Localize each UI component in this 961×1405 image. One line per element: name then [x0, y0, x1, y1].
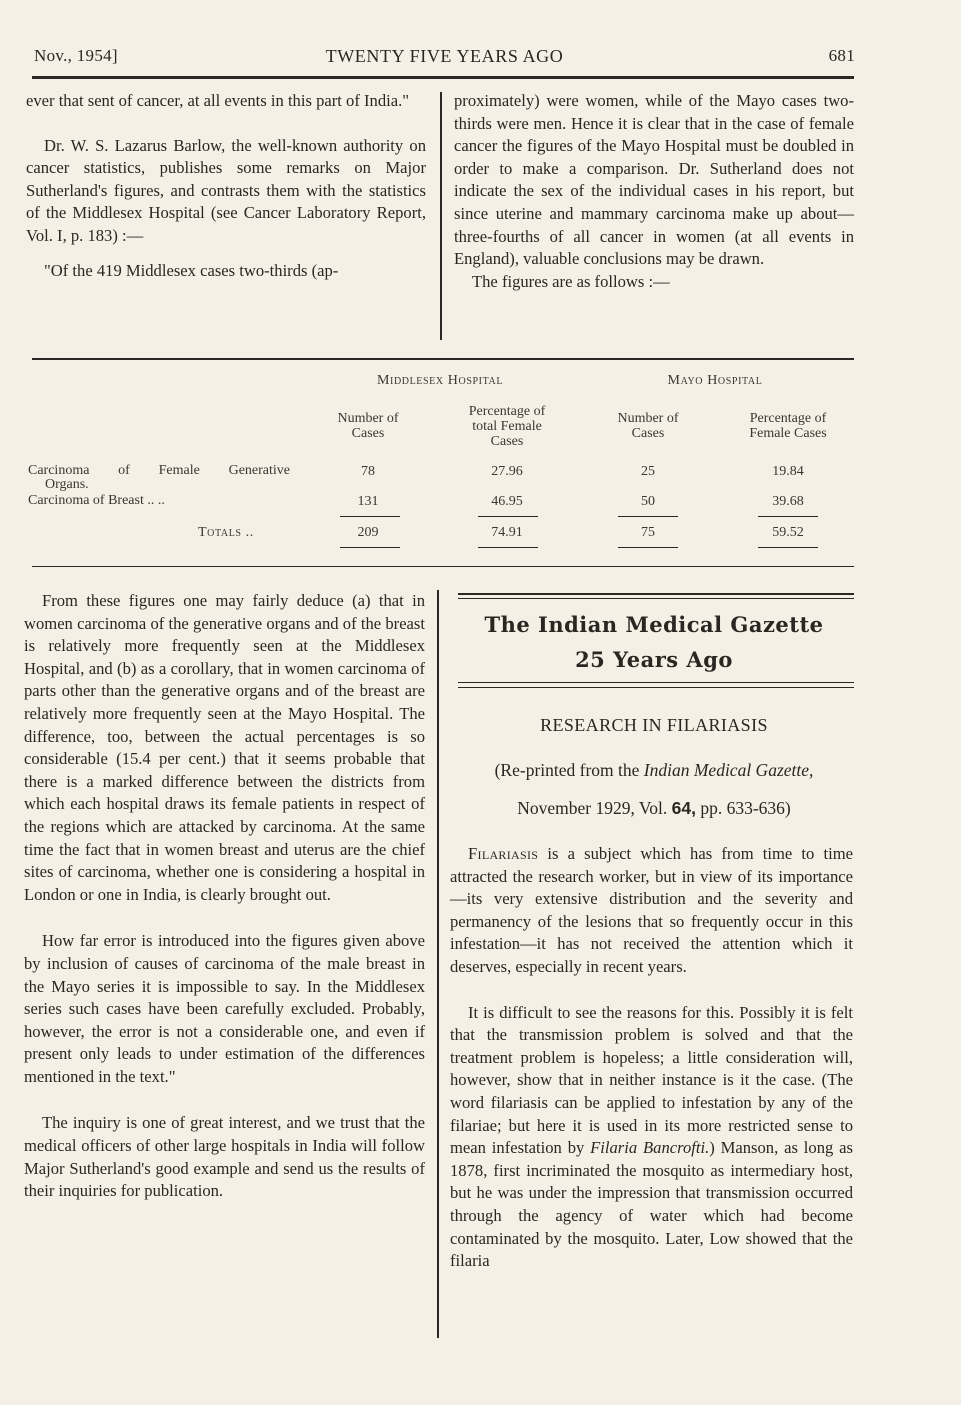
- group-header-mayo: Mayo Hospital: [667, 373, 763, 388]
- paragraph: Filariasis is a subject which has from time to time attracted the research worker, but in view of its importance—its very extensive distribution and the severity and permanency of the lesions that so frequently occur in this infestation—it has not received the attention which it deserves, especially in recent years.: [450, 844, 853, 976]
- paragraph: How far error is introduced into the figures given above by inclusion of causes of carcinoma of the male breast in the Mayo series it is impossible to say. In the Middlesex series such cases have been carefully excluded. Probably, however, the error is not a considerable one, and even if present only leads to under estimation of the differences mentioned in the text.": [24, 931, 425, 1086]
- sum-rule: [478, 516, 538, 517]
- right-column-bottom: [450, 843, 853, 1273]
- col-header-mayo-number: Number of Cases: [617, 411, 679, 441]
- totals-label: Totals ..: [198, 525, 254, 540]
- totals-rule: [478, 547, 538, 548]
- table-cell: 19.84: [772, 464, 804, 479]
- totals-cell: 74.91: [491, 525, 523, 540]
- reprint-line-1: (Re-printed from the Indian Medical Gazette,: [494, 760, 814, 780]
- section-title: TWENTY FIVE YEARS AGO: [325, 46, 564, 66]
- sum-rule: [758, 516, 818, 517]
- col-header-middlesex-number: Number of Cases: [337, 411, 399, 441]
- ornament-rule: [458, 687, 854, 688]
- paragraph: The inquiry is one of great interest, and we trust that the medical officers of other large hospitals in India will follow Major Sutherland's good example and send us the results of their inquiries for publication.: [24, 1113, 425, 1201]
- gazette-title: The Indian Medical Gazette: [484, 612, 824, 637]
- gazette-subtitle: 25 Years Ago: [575, 647, 733, 672]
- table-cell: 46.95: [491, 494, 523, 509]
- group-header-middlesex: Middlesex Hospital: [376, 373, 504, 388]
- paragraph: It is difficult to see the reasons for this. Possibly it is felt that the transmission problem is solved and that the treatment problem is hopeless; a little consideration will, however, show that in neither instance is it the case. (The word filariasis can be applied to infestation by any of the filariae; but here it is used in its more restricted sense to mean infestation by Filaria Bancrofti.) Manson, as long as 1878, first incriminated the mosquito as intermediary host, but he was under the impression that transmission occurred through the agency of water which had become contaminated by the mosquito. Later, Low showed that the filaria: [450, 1002, 853, 1271]
- paragraph: ever that sent of cancer, at all events in this part of India.": [26, 91, 410, 110]
- paragraph: From these figures one may fairly deduce (a) that in women carcinoma of the generative organs and of the breast is relatively more frequently seen at the Middlesex Hospital, and (b) as a corollary, that in women carcinoma of parts other than the generative organs and of the breast are relatively more frequently seen at the Mayo Hospital. The difference, too, between the actual percentages is so considerable (15.4 per cent.) that it seems probable that there is a marked difference between the districts from which each hospital draws its female patients in respect of the regions which are attacked by carcinoma. At the same time the fact that in women breast and uterus are the chief sites of carcinoma, whether one is considering a hospital in London or one in India, is clearly brought out.: [24, 591, 425, 904]
- col-header-mayo-percentage: Percentage of Female Cases: [749, 411, 827, 441]
- col-header-middlesex-percentage: Percentage of total Female Cases: [468, 404, 546, 449]
- table-cell: 39.68: [772, 494, 804, 509]
- sum-rule: [618, 516, 678, 517]
- table-row-label: Carcinoma of Breast .. ..: [28, 493, 165, 508]
- page-number: 681: [828, 46, 855, 65]
- totals-cell: 59.52: [772, 525, 804, 540]
- paragraph: "Of the 419 Middlesex cases two-thirds (ap-: [44, 260, 339, 280]
- left-column-bottom: [24, 590, 425, 1203]
- column-divider: [437, 590, 439, 1338]
- table-cell: 27.96: [491, 464, 523, 479]
- totals-cell: 209: [357, 525, 379, 540]
- table-cell: 78: [361, 464, 375, 479]
- ornament-rule: [458, 598, 854, 599]
- totals-rule: [340, 547, 400, 548]
- ornament-rule: [458, 593, 854, 595]
- table-cell: 131: [357, 494, 379, 509]
- table-bottom-rule: [32, 566, 854, 567]
- totals-rule: [758, 547, 818, 548]
- totals-cell: 75: [641, 525, 655, 540]
- paragraph: Dr. W. S. Lazarus Barlow, the well-known authority on cancer statistics, publishes some remarks on Major Sutherland's figures, and contrasts them with the statistics of the Middlesex Hospital (see Cancer Laboratory Report, Vol. I, p. 183) :—: [26, 135, 426, 245]
- journal-name: Indian Medical Gazette,: [643, 760, 814, 780]
- reprint-line-2: November 1929, Vol. 64, pp. 633-636): [517, 798, 791, 818]
- table-cell: 50: [641, 494, 655, 509]
- paragraph: The figures are as follows :—: [472, 271, 670, 291]
- ornament-rule: [458, 682, 854, 683]
- totals-rule: [618, 547, 678, 548]
- issue-date: Nov., 1954]: [34, 46, 118, 65]
- table-cell: 25: [641, 464, 655, 479]
- sum-rule: [340, 516, 400, 517]
- article-title: RESEARCH IN FILARIASIS: [540, 715, 768, 735]
- table-row-label: Carcinoma of Female Generative Organs.: [28, 463, 290, 492]
- paragraph: proximately) were women, while of the Mayo cases two-thirds were men. Hence it is clear that in the case of female cancer the figures of the Mayo Hospital must be doubled in order to make a comparison. Dr. Sutherland does not indicate the sex of the individual cases in his report, but since uterine and mammary carcinoma make up about—three-fourths of all cancer in women (at all events in England), valuable conclusions may be drawn.: [454, 91, 854, 269]
